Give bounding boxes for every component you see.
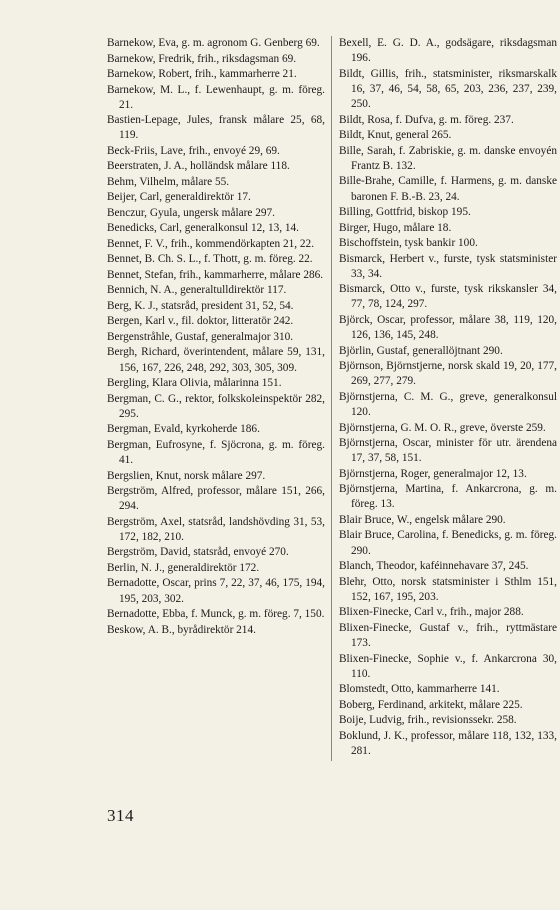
index-entry: Bildt, Rosa, f. Dufva, g. m. föreg. 237. xyxy=(339,113,514,126)
index-entry: Beijer, Carl, generaldirektör 17. xyxy=(107,191,251,204)
index-entry: Berlin, N. J., generaldirektör 172. xyxy=(107,561,260,574)
index-entry: Björnstjerna, Martina, f. Ankarcrona, g. m. föreg. 13. xyxy=(339,483,557,511)
index-entry: Barnekow, Fredrik, frih., riksdagsman 69. xyxy=(107,52,297,65)
index-entry: Bastien-Lepage, Jules, fransk målare 25, 68, 119. xyxy=(107,114,325,142)
index-entry: Bennet, F. V., frih., kommendörkapten 21, 22. xyxy=(107,237,315,250)
index-entry: Berg, K. J., statsråd, president 31, 52, 54. xyxy=(107,299,294,312)
index-entry: Beck-Friis, Lave, frih., envoyé 29, 69. xyxy=(107,144,280,157)
index-entry: Bergman, Eufrosyne, f. Sjöcrona, g. m. föreg. 41. xyxy=(107,438,325,467)
index-entry: Bergen, Karl v., fil. doktor, litteratör 242. xyxy=(107,315,294,328)
index-entry: Bergström, Alfred, professor, målare 151, 266, 294. xyxy=(107,485,325,513)
index-entry: Bennet, B. Ch. S. L., f. Thott, g. m. föreg. 22. xyxy=(107,253,313,266)
index-entry: Bille, Sarah, f. Zabriskie, g. m. danske envoyén Frantz B. 132. xyxy=(339,144,557,172)
index-entry: Bernadotte, Oscar, prins 7, 22, 37, 46, 175, 194, 195, 203, 302. xyxy=(107,577,325,605)
index-entry: Billing, Gottfrid, biskop 195. xyxy=(339,206,471,219)
index-entry: Bille-Brahe, Camille, f. Harmens, g. m. danske baronen F. B.-B. 23, 24. xyxy=(339,175,557,203)
index-entry: Blomstedt, Otto, kammarherre 141. xyxy=(339,683,500,696)
index-entry: Boije, Ludvig, frih., revisionssekr. 258. xyxy=(339,714,517,727)
index-entry: Björnstjerna, C. M. G., greve, generalkonsul 120. xyxy=(339,390,557,419)
index-entry: Bennich, N. A., generaltulldirektör 117. xyxy=(107,284,287,297)
index-entry: Bergman, C. G., rektor, folkskoleinspektör 282, 295. xyxy=(107,392,325,420)
index-entry: Behm, Vilhelm, målare 55. xyxy=(107,175,230,188)
index-entry: Blixen-Finecke, Gustaf v., frih., ryttmästare 173. xyxy=(339,621,557,650)
index-entry: Boklund, J. K., professor, målare 118, 132, 133, 281. xyxy=(339,729,557,757)
index-entry: Björnson, Björnstjerne, norsk skald 19, 20, 177, 269, 277, 279. xyxy=(339,360,557,388)
index-entry: Bergenstråhle, Gustaf, generalmajor 310. xyxy=(107,330,294,343)
index-entry: Bergh, Richard, överintendent, målare 59, 131, 156, 167, 226, 248, 292, 303, 305, 309. xyxy=(107,346,325,374)
index-entry: Blair Bruce, Carolina, f. Benedicks, g. m. föreg. 290. xyxy=(339,529,557,557)
index-entry: Barnekow, Robert, frih., kammarherre 21. xyxy=(107,68,297,80)
index-entry: Boberg, Ferdinand, arkitekt, målare 225. xyxy=(339,698,523,711)
index-entry: Barnekow, M. L., f. Lewenhaupt, g. m. föreg. 21. xyxy=(107,83,325,111)
column-divider xyxy=(331,36,332,761)
index-entry: Blixen-Finecke, Carl v., frih., major 288. xyxy=(339,606,524,619)
index-entry: Björnstjerna, G. M. O. R., greve, överste 259. xyxy=(339,421,546,434)
index-entry: Blehr, Otto, norsk statsminister i Sthlm 151, 152, 167, 195, 203. xyxy=(339,575,557,603)
page-number: 314 xyxy=(107,806,134,825)
index-entry: Blixen-Finecke, Sophie v., f. Ankarcrona 30, 110. xyxy=(339,652,557,680)
index-entry: Beerstraten, J. A., holländsk målare 118. xyxy=(107,160,290,173)
index-entry: Bischoffstein, tysk bankir 100. xyxy=(339,237,478,250)
index-entry: Bismarck, Otto v., furste, tysk rikskansler 34, 77, 78, 124, 297. xyxy=(339,283,557,311)
index-entry: Bennet, Stefan, frih., kammarherre, målare 286. xyxy=(107,268,324,281)
index-entry: Blair Bruce, W., engelsk målare 290. xyxy=(339,513,506,526)
index-entry: Björnstjerna, Oscar, minister för utr. ärendena 17, 37, 58, 151. xyxy=(339,437,557,465)
index-entry: Bexell, E. G. D. A., godsägare, riksdagsman 196. xyxy=(339,37,557,65)
index-entry: Björnstjerna, Roger, generalmajor 12, 13. xyxy=(339,467,527,480)
index-entry: Beskow, A. B., byrådirektör 214. xyxy=(107,623,256,636)
index-entry: Bildt, Knut, general 265. xyxy=(339,129,452,142)
index-column-left xyxy=(107,36,325,638)
index-entry: Bismarck, Herbert v., furste, tysk statsminister 33, 34. xyxy=(339,252,557,280)
index-entry: Bergström, Axel, statsråd, landshövding 31, 53, 172, 182, 210. xyxy=(107,515,325,543)
index-entry: Barnekow, Eva, g. m. agronom G. Genberg 69. xyxy=(107,37,320,49)
index-entry: Björlin, Gustaf, generallöjtnant 290. xyxy=(339,344,503,357)
index-entry: Blanch, Theodor, kaféinnehavare 37, 245. xyxy=(339,560,529,573)
index-entry: Birger, Hugo, målare 18. xyxy=(339,221,452,234)
index-entry: Bildt, Gillis, frih., statsminister, riksmarskalk 16, 37, 46, 54, 58, 65, 203, 236, 237, 239, 250. xyxy=(339,67,557,111)
index-entry: Bernadotte, Ebba, f. Munck, g. m. föreg. 7, 150. xyxy=(107,608,325,621)
index-entry: Benczur, Gyula, ungersk målare 297. xyxy=(107,206,276,219)
index-entry: Björck, Oscar, professor, målare 38, 119, 120, 126, 136, 145, 248. xyxy=(339,313,557,342)
index-column-right xyxy=(339,36,557,759)
index-entry: Bergman, Evald, kyrkoherde 186. xyxy=(107,423,260,436)
index-entry: Benedicks, Carl, generalkonsul 12, 13, 14. xyxy=(107,222,300,235)
index-entry: Bergslien, Knut, norsk målare 297. xyxy=(107,469,266,482)
index-entry: Bergström, David, statsråd, envoyé 270. xyxy=(107,546,289,559)
index-entry: Bergling, Klara Olivia, målarinna 151. xyxy=(107,377,282,390)
